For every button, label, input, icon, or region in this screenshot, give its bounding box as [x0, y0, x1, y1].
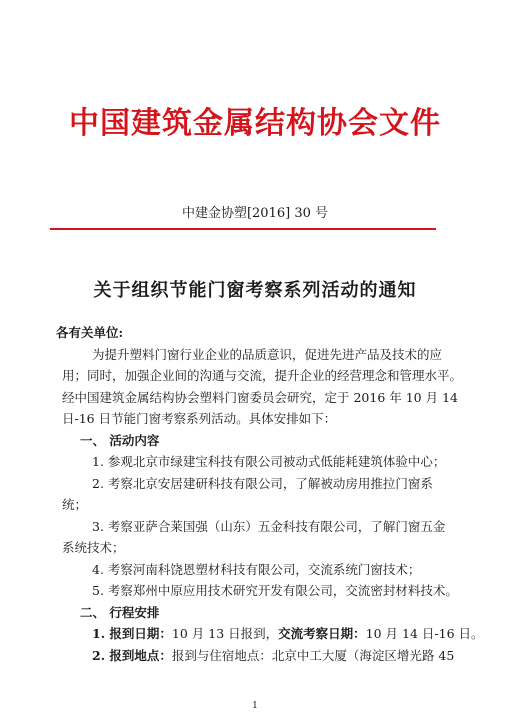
- intro-line: 用；同时，加强企业间的沟通与交流，提升企业的经营理念和管理水平。: [62, 368, 463, 383]
- arrival-text: 10 月 13 日报到，: [171, 626, 279, 641]
- notice-title: 关于组织节能门窗考察系列活动的通知: [93, 280, 417, 301]
- schedule-arrival: [62, 623, 484, 645]
- salutation: 各有关单位:: [56, 325, 124, 340]
- intro-line: 经中国建筑金属结构协会塑料门窗委员会研究，定于 2016 年 10 月 14: [62, 389, 458, 405]
- document-number: 中建金协塑[2016] 30 号: [181, 206, 329, 221]
- activity-item: 1. 参观北京市绿建宝科技有限公司被动式低能耗建筑体验中心；: [92, 454, 446, 469]
- exchange-text: 10 月 14 日-16 日。: [365, 626, 484, 641]
- document-body: [56, 322, 484, 666]
- venue-text: 报到与住宿地点：北京中工大厦（海淀区增光路 45: [171, 647, 455, 663]
- venue-label: 2. 报到地点：: [92, 647, 172, 663]
- activity-item-continued: 系统技术；: [62, 540, 125, 555]
- arrival-label: 1. 报到日期：: [92, 626, 172, 641]
- section-heading-schedule: 二、 行程安排: [80, 604, 160, 620]
- masthead-title: 中国建筑金属结构协会文件: [69, 106, 441, 141]
- exchange-label: 交流考察日期：: [278, 626, 366, 641]
- activity-item: 4. 考察河南科饶恩塑材科技有限公司，交流系统门窗技术；: [92, 561, 421, 577]
- intro-line: 为提升塑料门窗行业企业的品质意识，促进先进产品及技术的应: [92, 346, 443, 362]
- activity-item-continued: 统；: [62, 497, 88, 512]
- schedule-venue: [62, 645, 457, 667]
- activity-item: 2. 考察北京安居建研科技有限公司，了解被动房用推拉门窗系: [92, 475, 433, 491]
- activity-item: 5. 考察郑州中原应用技术研究开发有限公司，交流密封材料技术。: [92, 583, 458, 598]
- section-heading-activities: 一、 活动内容: [80, 432, 160, 448]
- intro-line: 日-16 日节能门窗考察系列活动。具体安排如下：: [62, 411, 337, 426]
- red-divider-line: [50, 228, 436, 230]
- activity-item: 3. 考察亚萨合莱国强（山东）五金科技有限公司，了解门窗五金: [92, 518, 446, 534]
- page-number: 1: [252, 701, 258, 711]
